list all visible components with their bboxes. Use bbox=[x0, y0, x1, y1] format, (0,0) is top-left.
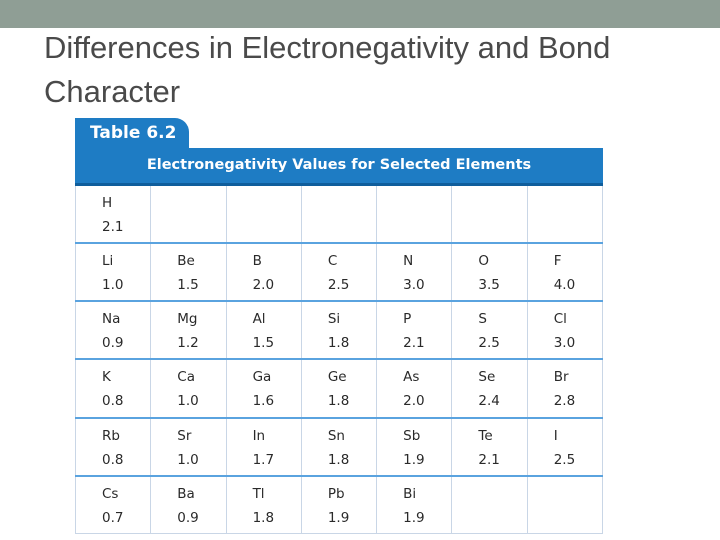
electronegativity-value: 2.5 bbox=[327, 277, 350, 294]
electronegativity-value: 1.6 bbox=[252, 393, 275, 410]
element-symbol: Te bbox=[478, 427, 493, 444]
electronegativity-value: 0.7 bbox=[102, 509, 124, 526]
element-grid bbox=[75, 186, 603, 534]
electronegativity-value: 1.7 bbox=[252, 451, 275, 468]
element-cell bbox=[76, 418, 151, 476]
element-cell bbox=[301, 476, 376, 534]
element-symbol: Ga bbox=[252, 369, 272, 386]
electronegativity-value: 2.5 bbox=[553, 451, 576, 468]
element-cell bbox=[452, 186, 527, 243]
element-cell bbox=[151, 476, 226, 534]
table-row bbox=[76, 301, 603, 359]
element-cell bbox=[226, 301, 301, 359]
element-cell bbox=[301, 243, 376, 301]
element-symbol: I bbox=[553, 427, 558, 444]
element-cell bbox=[527, 418, 602, 476]
element-symbol: Cl bbox=[553, 311, 567, 328]
electronegativity-value: 1.8 bbox=[327, 335, 350, 352]
table-caption: Electronegativity Values for Selected Elements bbox=[75, 148, 603, 186]
element-cell bbox=[226, 476, 301, 534]
element-symbol: H bbox=[102, 195, 113, 211]
element-symbol: Ge bbox=[327, 369, 347, 386]
element-symbol: Pb bbox=[327, 485, 345, 502]
element-cell bbox=[377, 476, 452, 534]
electronegativity-value: 1.9 bbox=[403, 509, 425, 526]
element-cell bbox=[76, 476, 151, 534]
element-cell bbox=[527, 186, 602, 243]
electronegativity-value: 2.8 bbox=[553, 393, 576, 410]
element-cell bbox=[377, 301, 452, 359]
element-cell bbox=[76, 243, 151, 301]
element-symbol: Li bbox=[102, 253, 114, 270]
element-cell bbox=[377, 243, 452, 301]
element-symbol: S bbox=[478, 311, 487, 328]
element-symbol: Sr bbox=[177, 427, 192, 444]
element-symbol: Cs bbox=[102, 485, 119, 502]
electronegativity-value: 0.9 bbox=[177, 509, 199, 526]
element-symbol: Tl bbox=[252, 485, 265, 502]
element-cell bbox=[76, 359, 151, 417]
electronegativity-value: 1.2 bbox=[177, 335, 199, 352]
electronegativity-value: 2.1 bbox=[403, 335, 425, 352]
element-cell bbox=[76, 186, 151, 243]
element-cell bbox=[452, 243, 527, 301]
element-cell bbox=[452, 418, 527, 476]
element-symbol: C bbox=[327, 253, 338, 270]
electronegativity-value: 4.0 bbox=[553, 277, 576, 294]
electronegativity-value: 2.1 bbox=[478, 451, 500, 468]
electronegativity-value: 3.5 bbox=[478, 277, 500, 294]
slide-top-bar bbox=[0, 0, 720, 28]
electronegativity-value: 0.8 bbox=[102, 451, 124, 468]
element-symbol: O bbox=[478, 253, 490, 270]
element-symbol: Ba bbox=[177, 485, 195, 502]
element-symbol: Sb bbox=[403, 427, 421, 444]
electronegativity-value: 2.0 bbox=[252, 277, 275, 294]
element-cell bbox=[527, 243, 602, 301]
element-symbol: Br bbox=[553, 369, 569, 386]
element-symbol: Ca bbox=[177, 369, 195, 386]
element-symbol: Si bbox=[327, 311, 341, 328]
element-symbol: Al bbox=[252, 311, 266, 328]
element-symbol: Mg bbox=[177, 311, 198, 328]
element-symbol: As bbox=[403, 369, 420, 386]
table-label: Table 6.2 bbox=[75, 118, 189, 148]
electronegativity-value: 2.0 bbox=[403, 393, 425, 410]
element-cell bbox=[527, 476, 602, 534]
element-symbol: N bbox=[403, 253, 414, 270]
element-cell bbox=[151, 186, 226, 243]
table-row bbox=[76, 418, 603, 476]
slide-title: Differences in Electronegativity and Bond Character bbox=[44, 30, 611, 109]
element-cell bbox=[301, 186, 376, 243]
table-row bbox=[76, 359, 603, 417]
element-cell bbox=[377, 418, 452, 476]
electronegativity-value: 1.0 bbox=[177, 393, 199, 410]
electronegativity-value: 1.5 bbox=[252, 335, 275, 352]
element-cell bbox=[301, 359, 376, 417]
element-cell bbox=[452, 359, 527, 417]
element-symbol: In bbox=[252, 427, 266, 444]
electronegativity-value: 1.9 bbox=[327, 509, 350, 526]
electronegativity-value: 0.9 bbox=[102, 335, 124, 352]
table-row bbox=[76, 243, 603, 301]
element-cell bbox=[226, 359, 301, 417]
element-cell bbox=[452, 301, 527, 359]
element-symbol: B bbox=[252, 253, 262, 270]
element-cell bbox=[151, 301, 226, 359]
element-cell bbox=[527, 359, 602, 417]
element-cell bbox=[527, 301, 602, 359]
electronegativity-value: 1.9 bbox=[403, 451, 425, 468]
element-cell bbox=[76, 301, 151, 359]
element-cell bbox=[226, 418, 301, 476]
element-cell bbox=[452, 476, 527, 534]
element-cell bbox=[301, 301, 376, 359]
element-symbol: Be bbox=[177, 253, 195, 270]
element-symbol: Sn bbox=[327, 427, 345, 444]
element-cell bbox=[377, 186, 452, 243]
electronegativity-value: 1.8 bbox=[327, 451, 350, 468]
electronegativity-table bbox=[75, 118, 605, 536]
electronegativity-value: 2.5 bbox=[478, 335, 500, 352]
electronegativity-value: 2.4 bbox=[478, 393, 500, 410]
table-row bbox=[76, 476, 603, 534]
electronegativity-value: 3.0 bbox=[403, 277, 425, 294]
element-symbol: K bbox=[102, 369, 111, 386]
element-symbol: Na bbox=[102, 311, 121, 328]
element-cell bbox=[151, 359, 226, 417]
element-symbol: F bbox=[553, 253, 562, 270]
element-symbol: Se bbox=[478, 369, 496, 386]
element-cell bbox=[151, 243, 226, 301]
electronegativity-value: 1.8 bbox=[252, 509, 275, 526]
element-symbol: P bbox=[403, 311, 412, 328]
element-cell bbox=[226, 186, 301, 243]
electronegativity-value: 1.0 bbox=[102, 277, 124, 294]
element-cell bbox=[301, 418, 376, 476]
electronegativity-value: 1.5 bbox=[177, 277, 199, 294]
electronegativity-value: 3.0 bbox=[553, 335, 576, 352]
element-cell bbox=[151, 418, 226, 476]
electronegativity-value: 0.8 bbox=[102, 393, 124, 410]
element-symbol: Rb bbox=[102, 427, 120, 444]
element-cell bbox=[226, 243, 301, 301]
electronegativity-value: 1.8 bbox=[327, 393, 350, 410]
electronegativity-value: 2.1 bbox=[102, 219, 124, 235]
element-symbol: Bi bbox=[403, 485, 417, 502]
table-row bbox=[76, 186, 603, 243]
electronegativity-value: 1.0 bbox=[177, 451, 199, 468]
element-cell bbox=[377, 359, 452, 417]
